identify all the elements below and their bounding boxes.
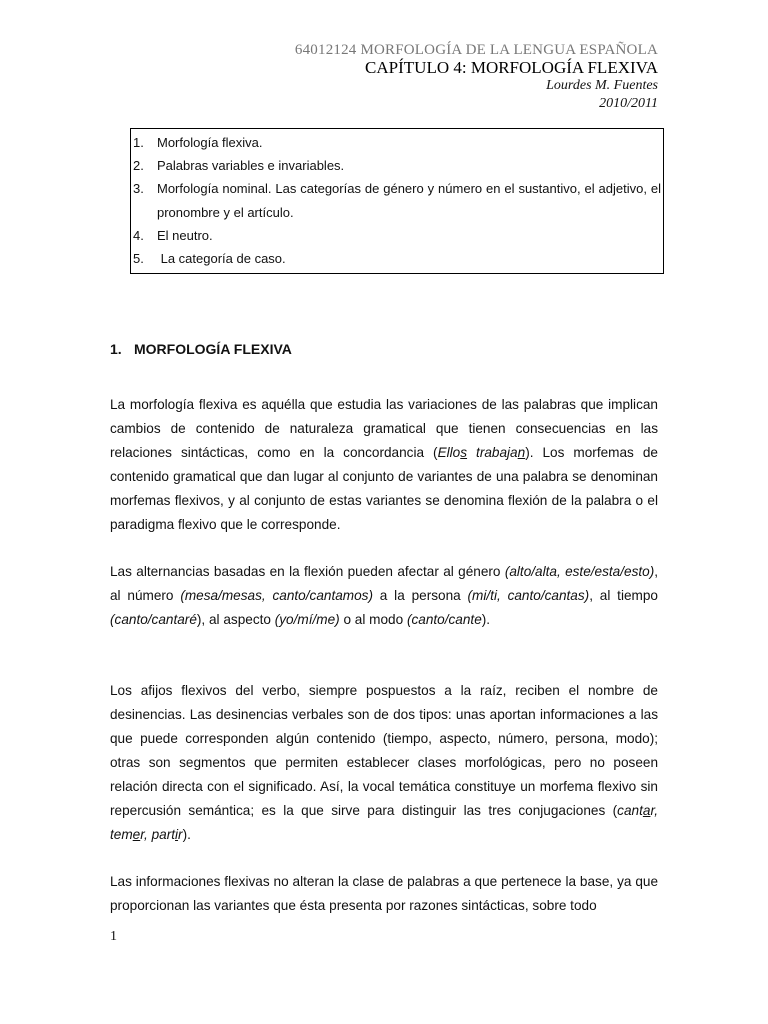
author-name: Lourdes M. Fuentes: [546, 78, 658, 93]
toc-item-text: El neutro.: [157, 227, 213, 243]
p1-text-b: ). Los morfemas de contenido gramatical que dan lugar al conjunto de variantes de una palabra se denominan morfemas flexivos, y al conjunto de estas variantes se denomina flexión de la palabra o el paradigma flexivo que le corresponde.: [110, 445, 658, 532]
p3-separator-2: ,: [144, 827, 152, 842]
p2-text-f: o al modo: [339, 612, 407, 627]
toc-item: [133, 247, 661, 270]
p2-example-aspect: (yo/mí/me): [274, 612, 340, 627]
p2-text-b: , al número: [110, 564, 659, 603]
paragraph-2: [110, 560, 658, 632]
p2-example-person: (mi/ti, canto/cantas): [467, 588, 590, 603]
p3-word-3b: r: [178, 827, 183, 842]
p3-text-b: ).: [182, 827, 191, 842]
p1-example-2-underlined: n: [517, 445, 526, 460]
p3-text-a: Los afijos flexivos del verbo, siempre pospuestos a la raíz, reciben el nombre de desinencias. Las desinencias verbales son de dos tipos: unas aportan informaciones a las que puede corresponden algún contenido (tiempo, aspecto, número, persona, modo); otras son segmentos que permiten establecer clases morfológicas, pero no poseen relación directa con el significado. Así, la vocal temática constituye un morfema flexivo sin repercusión semántica; es la que sirve para distinguir las tres conjugaciones (: [110, 683, 658, 818]
p2-text-a: Las alternancias basadas en la flexión pueden afectar al género: [110, 564, 505, 579]
toc-item: [133, 154, 661, 177]
p2-text-c: a la persona: [372, 588, 468, 603]
section-title-text: MORFOLOGÍA FLEXIVA: [134, 341, 292, 357]
p3-separator-1: ,: [654, 803, 658, 818]
p3-word-1-vowel: a: [642, 803, 651, 818]
toc-item-number: 3.: [133, 181, 144, 197]
p3-word-3a: part: [151, 827, 176, 842]
course-title: 64012124 MORFOLOGÍA DE LA LENGUA ESPAÑOLA: [294, 42, 658, 58]
toc-item-number: 1.: [133, 135, 144, 150]
p2-example-mood: (canto/cante: [406, 612, 482, 627]
toc-item-text: Morfología flexiva.: [157, 135, 263, 150]
p2-example-number: (mesa/mesas, canto/cantamos): [180, 588, 373, 603]
toc-item-number: 5.: [133, 251, 144, 267]
p1-example-1: [438, 445, 526, 460]
p3-word-2b: r: [140, 827, 145, 842]
p4-text-a: Las informaciones flexivas no alteran la clase de palabras a que pertenece la base, ya que proporcionan las variantes que ésta presenta por razones sintácticas, sobre todo: [110, 874, 658, 913]
p2-example-tense: (canto/cantaré: [110, 612, 197, 627]
p3-word-1b: r: [650, 803, 655, 818]
toc-item-number: 4.: [133, 227, 144, 243]
paragraph-1: [110, 393, 658, 537]
page-header: [295, 41, 658, 113]
toc-item-text: Palabras variables e invariables.: [157, 158, 345, 174]
p1-example-1b: trabaja: [467, 445, 518, 460]
section-number: 1.: [110, 341, 122, 357]
p3-word-1a: cant: [617, 803, 643, 818]
p1-example-1-underlined: s: [460, 445, 468, 460]
toc-item: [133, 131, 661, 154]
paragraph-3: [110, 679, 658, 847]
p3-word-2-vowel: e: [132, 827, 141, 842]
p3-word-2a: tem: [110, 827, 133, 842]
p3-word-3-vowel: i: [175, 827, 179, 842]
p1-example-1a: Ello: [437, 445, 461, 460]
p2-text-d: , al tiempo: [589, 588, 658, 603]
p2-example-gender: (alto/alta, este/esta/esto): [504, 564, 655, 579]
p2-text-g: ).: [481, 612, 491, 627]
toc-item: [133, 177, 661, 223]
toc-item-number: 2.: [133, 158, 144, 174]
chapter-title: CAPÍTULO 4: MORFOLOGÍA FLEXIVA: [365, 58, 658, 77]
table-of-contents: [130, 128, 664, 274]
toc-item-text: Morfología nominal. Las categorías de género y número en el sustantivo, el adjetivo, el pronombre y el artículo.: [157, 181, 661, 220]
paragraph-4: [110, 870, 658, 918]
academic-year: 2010/2011: [599, 96, 658, 111]
section-heading: [110, 341, 292, 357]
p2-text-e: ), al aspecto: [196, 612, 275, 627]
page-number: 1: [110, 929, 117, 944]
toc-item: [133, 224, 661, 247]
toc-item-text: La categoría de caso.: [157, 251, 286, 267]
p1-text-a: La morfología flexiva es aquélla que estudia las variaciones de las palabras que implican cambios de contenido de naturaleza gramatical que tienen consecuencias en las relaciones sintácticas, como en la concordancia (: [110, 397, 658, 460]
